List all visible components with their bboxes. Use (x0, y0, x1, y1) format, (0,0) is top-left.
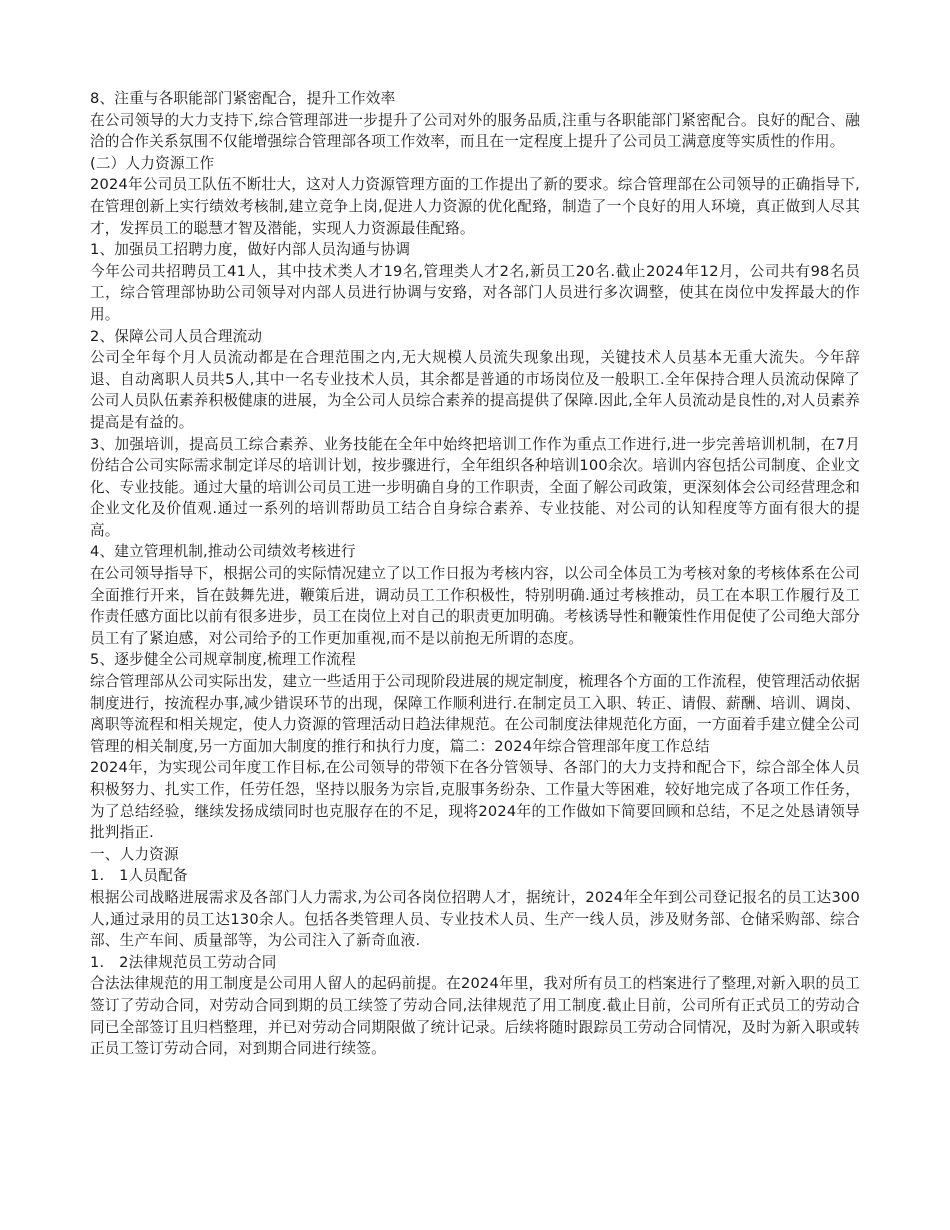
paragraph-hr-intro: 2024年公司员工队伍不断壮大，这对人力资源管理方面的工作提出了新的要求。综合管理部在公司领导的正确指导下,在管理创新上实行绩效考核制,建立竞争上岗,促进人力资源的优化配臵，制造了一个良好的用人环境，真正做到人尽其才，发挥员工的聪慧才智及潜能，实现人力资源最佳配臵。 (90, 176, 860, 237)
heading-regulations: 5、逐步健全公司规章制度,梳理工作流程 (90, 651, 356, 669)
paragraph-cooperation: 在公司领导的大力支持下,综合管理部进一步提升了公司对外的服务品质,注重与各职能部门紧密配合。良好的配合、融洽的合作关系氛围不仅能增强综合管理部各项工作效率，而且在一定程度上提升了公司员工满意度等实质性的作用。 (90, 111, 860, 151)
paragraph-recruitment: 今年公司共招聘员工41人，其中技术类人才19名,管理类人才2名,新员工20名.截止2024年12月，公司共有98名员工，综合管理部协助公司领导对内部人员进行协调与安臵，对各部门人员进行多次调整，使其在岗位中发挥最大的作用。 (90, 262, 860, 323)
paragraph-annual-summary: 2024年，为实现公司年度工作目标,在公司领导的带领下在各分管领导、各部门的大力支持和配合下，综合部全体人员积极努力、扎实工作，任劳任怨，坚持以服务为宗旨,克服事务纷杂、工作量大等困难，较好地完成了各项工作任务，为了总结经验，继续发扬成绩同时也克服存在的不足，现将2024年的工作做如下简要回顾和总结，不足之处恳请领导批判指正. (90, 759, 860, 842)
paragraph-assessment: 在公司领导指导下，根据公司的实际情况建立了以工作日报为考核内容，以公司全体员工为考核对象的考核体系在公司全面推行开来，旨在鼓舞先进，鞭策后进，调动员工工作积极性，特别明确.通过考核推动，员工在本职工作履行及工作责任感方面比以前有很多进步，员工在岗位上对自己的职责更加明确。考核诱导性和鞭策性作用促使了公司绝大部分员工有了紧迫感，对公司给予的工作更加重视,而不是以前抱无所谓的态度。 (90, 565, 860, 647)
heading-labor-contracts: 1. 2法律规范员工劳动合同 (90, 953, 277, 971)
heading-management-mechanism: 4、建立管理机制,推动公司绩效考核进行 (90, 543, 356, 561)
heading-cooperation: 8、注重与各职能部门紧密配合，提升工作效率 (90, 90, 396, 107)
heading-human-resources: 一、人力资源 (90, 845, 179, 863)
paragraph-staffing: 根据公司战略进展需求及各部门人力需求,为公司各岗位招聘人才，据统计，2024年全年到公司登记报名的员工达300人,通过录用的员工达130余人。包括各类管理人员、专业技术人员、生产一线人员，涉及财务部、仓储采购部、综合部、生产车间、质量部等，为公司注入了新奇血液. (90, 888, 860, 950)
heading-staff-flow: 2、保障公司人员合理流动 (90, 327, 263, 345)
paragraph-staff-flow: 公司全年每个月人员流动都是在合理范围之内,无大规模人员流失现象出现，关键技术人员基本无重大流失。今年辞退、自动离职人员共5人,其中一名专业技术人员，其余都是普通的市场岗位及一般职工.全年保持合理人员流动保障了公司人员队伍素养积极健康的进展，为全公司人员综合素养的提高提供了保障.因此,全年人员流动是良性的,对人员素养提高是有益的。 (90, 349, 860, 431)
heading-staffing: 1. 1人员配备 (90, 867, 188, 885)
paragraph-training: 3、加强培训，提高员工综合素养、业务技能在全年中始终把培训工作作为重点工作进行,进一步完善培训机制，在7月份结合公司实际需求制定详尽的培训计划，按步骤进行，全年组织各种培训100余次。培训内容包括公司制度、企业文化、专业技能。通过大量的培训公司员工进一步明确自身的工作职责，全面了解公司政策，更深刻体会公司经营理念和企业文化及价值观.通过一系列的培训帮助员工结合自身综合素养、专业技能、对公司的认知程度等方面有很大的提高。 (90, 435, 860, 539)
paragraph-regulations: 综合管理部从公司实际出发，建立一些适用于公司现阶段进展的规定制度，梳理各个方面的工作流程，使管理活动依据制度进行，按流程办事,减少错误环节的出现，保障工作顺利进行.在制定员工入职、转正、请假、薪酬、培训、调岗、离职等流程和相关规定，使人力资源的管理活动日趋法律规范。在公司制度法律规范化方面，一方面着手建立健全公司管理的相关制度,另一方面加大制度的推行和执行力度，篇二：2024年综合管理部年度工作总结 (90, 673, 860, 755)
heading-hr-work: (二）人力资源工作 (90, 154, 215, 172)
paragraph-labor-contracts: 合法法律规范的用工制度是公司用人留人的起码前提。在2024年里，我对所有员工的档案进行了整理,对新入职的员工签订了劳动合同，对劳动合同到期的员工续签了劳动合同,法律规范了用工制度.截止目前，公司所有正式员工的劳动合同已全部签订且归档整理，并已对劳动合同期限做了统计记录。后续将随时跟踪员工劳动合同情况，及时为新入职或转正员工签订劳动合同，对到期合同进行续签。 (90, 975, 860, 1058)
heading-recruitment: 1、加强员工招聘力度，做好内部人员沟通与协调 (90, 241, 411, 259)
